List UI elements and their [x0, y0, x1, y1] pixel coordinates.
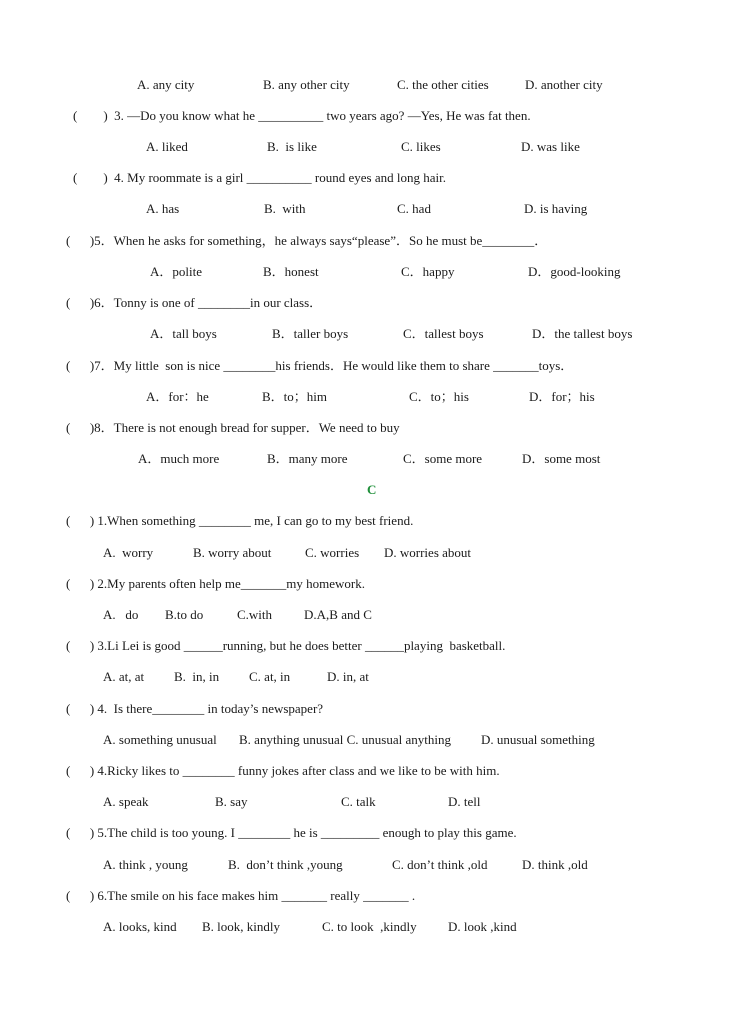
option-a: A. do	[103, 607, 139, 622]
option-a: A．much more	[138, 451, 220, 466]
option-d: D. was like	[521, 139, 580, 154]
option-c: C．to；his	[409, 389, 469, 404]
option-c: C. worries	[305, 545, 360, 560]
option-b: B．many more	[267, 451, 348, 466]
option-b: B. in, in	[174, 669, 220, 684]
question-c6: ( ) 6.The smile on his face makes him _______ really _______ .	[66, 888, 416, 903]
question-c4-ricky: ( ) 4.Ricky likes to ________ funny jokes after class and we like to be with him.	[66, 763, 500, 778]
option-b: B.to do	[165, 607, 204, 622]
option-b: B. don’t think ,young	[228, 857, 343, 872]
option-a: A. liked	[146, 139, 188, 154]
option-b-c: B. anything unusual C. unusual anything	[239, 732, 451, 747]
option-d: D. is having	[524, 201, 588, 216]
option-d: D. think ,old	[522, 857, 588, 872]
option-a: A. at, at	[103, 669, 145, 684]
option-a: A. think , young	[103, 857, 188, 872]
option-b: B. look, kindly	[202, 919, 281, 934]
option-c: C. talk	[341, 794, 376, 809]
option-c: C. to look ,kindly	[322, 919, 417, 934]
option-d: D. another city	[525, 77, 603, 92]
option-b: B. say	[215, 794, 248, 809]
option-c: C．happy	[401, 264, 455, 279]
question-c4: ( ) 4. Is there________ in today’s newspaper?	[66, 701, 324, 716]
option-c: C. likes	[401, 139, 441, 154]
question-4: ( ) 4. My roommate is a girl __________ round eyes and long hair.	[73, 170, 446, 185]
section-heading: C	[367, 482, 377, 497]
option-b: B．honest	[263, 264, 319, 279]
question-8: ( )8．There is not enough bread for supper．We need to buy	[66, 420, 400, 435]
question-c3: ( ) 3.Li Lei is good ______running, but he does better ______playing basketball.	[66, 638, 506, 653]
option-c: C.with	[237, 607, 273, 622]
option-a: A. any city	[137, 77, 195, 92]
option-a: A．polite	[150, 264, 202, 279]
option-d: D. tell	[448, 794, 481, 809]
question-7: ( )7．My little son is nice ________his friends．He would like them to share _______toys．	[66, 358, 574, 373]
option-c: C. at, in	[249, 669, 291, 684]
option-b: B. is like	[267, 139, 317, 154]
question-5: ( )5．When he asks for something，he always says“please”．So he must be________．	[66, 233, 548, 248]
option-a: A．tall boys	[150, 326, 217, 341]
option-d: D.A,B and C	[304, 607, 372, 622]
option-b: B. with	[264, 201, 306, 216]
option-a: A. something unusual	[103, 732, 217, 747]
option-c: C. don’t think ,old	[392, 857, 488, 872]
question-c2: ( ) 2.My parents often help me_______my homework.	[66, 576, 365, 591]
option-c: C. had	[397, 201, 431, 216]
option-d: D. look ,kind	[448, 919, 517, 934]
question-6: ( )6．Tonny is one of ________in our class．	[66, 295, 323, 310]
option-d: D. unusual something	[481, 732, 595, 747]
option-a: A．for：he	[146, 389, 209, 404]
option-d: D．for；his	[529, 389, 595, 404]
option-d: D. worries about	[384, 545, 472, 560]
option-d: D．the tallest boys	[532, 326, 633, 341]
option-d: D. in, at	[327, 669, 369, 684]
option-c: C．some more	[403, 451, 483, 466]
option-a: A. looks, kind	[103, 919, 177, 934]
option-c: C. the other cities	[397, 77, 489, 92]
question-c1: ( ) 1.When something ________ me, I can go to my best friend.	[66, 513, 414, 528]
option-b: B. worry about	[193, 545, 272, 560]
option-b: B. any other city	[263, 77, 350, 92]
question-3: ( ) 3. —Do you know what he __________ two years ago? —Yes, He was fat then.	[73, 108, 531, 123]
option-a: A. speak	[103, 794, 149, 809]
question-c5: ( ) 5.The child is too young. I ________ he is _________ enough to play this game.	[66, 825, 517, 840]
option-a: A. has	[146, 201, 180, 216]
option-d: D．good-looking	[528, 264, 621, 279]
option-c: C．tallest boys	[403, 326, 484, 341]
option-b: B．taller boys	[272, 326, 349, 341]
option-b: B．to；him	[262, 389, 328, 404]
option-a: A. worry	[103, 545, 154, 560]
option-d: D．some most	[522, 451, 601, 466]
